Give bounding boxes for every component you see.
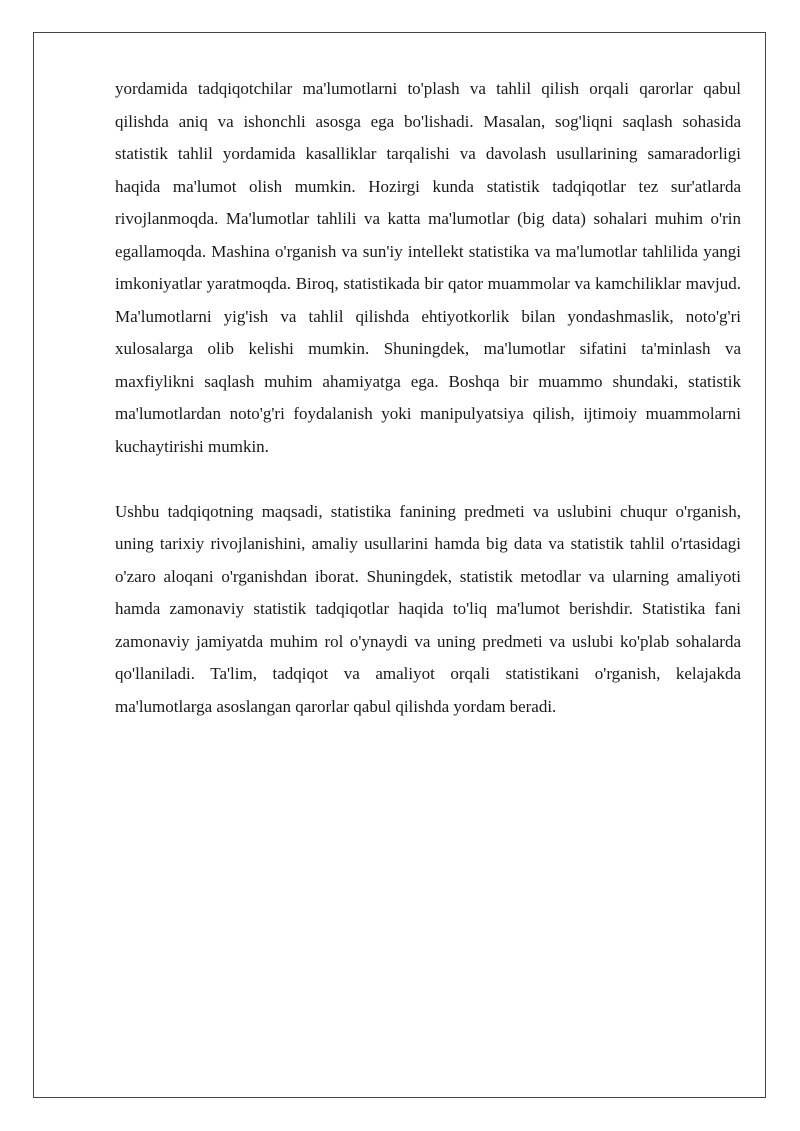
document-body: [115, 73, 741, 723]
paragraph-2: Ushbu tadqiqotning maqsadi, statistika fanining predmeti va uslubini chuqur o'rganish, uning tarixiy rivojlanishini, amaliy usullarini hamda big data va statistik tahlil o'rtasidagi o'zaro aloqani o'rganishdan iborat. Shuningdek, statistik metodlar va ularning amaliyoti hamda zamonaviy statistik tadqiqotlar haqida to'liq ma'lumot berishdir. Statistika fani zamonaviy jamiyatda muhim rol o'ynaydi va uning predmeti va uslubi ko'plab sohalarda qo'llaniladi. Ta'lim, tadqiqot va amaliyot orqali statistikani o'rganish, kelajakda ma'lumotlarga asoslangan qarorlar qabul qilishda yordam beradi.: [115, 501, 741, 716]
paragraph-1: yordamida tadqiqotchilar ma'lumotlarni to'plash va tahlil qilish orqali qarorlar qabul qilishda aniq va ishonchli asosga ega bo'lishadi. Masalan, sog'liqni saqlash sohasida statistik tahlil yordamida kasalliklar tarqalishi va davolash usullarining samaradorligi haqida ma'lumot olish mumkin. Hozirgi kunda statistik tadqiqotlar tez sur'atlarda rivojlanmoqda. Ma'lumotlar tahlili va katta ma'lumotlar (big data) sohalari muhim o'rin egallamoqda. Mashina o'rganish va sun'iy intellekt statistika va ma'lumotlar tahlilida yangi imkoniyatlar yaratmoqda. Biroq, statistikada bir qator muammolar va kamchiliklar mavjud. Ma'lumotlarni yig'ish va tahlil qilishda ehtiyotkorlik bilan yondashmaslik, noto'g'ri xulosalarga olib kelishi mumkin. Shuningdek, ma'lumotlar sifatini ta'minlash va maxfiylikni saqlash muhim ahamiyatga ega. Boshqa bir muammo shundaki, statistik ma'lumotlardan noto'g'ri foydalanish yoki manipulyatsiya qilish, ijtimoiy muammolarni kuchaytirishi mumkin.: [115, 79, 741, 456]
